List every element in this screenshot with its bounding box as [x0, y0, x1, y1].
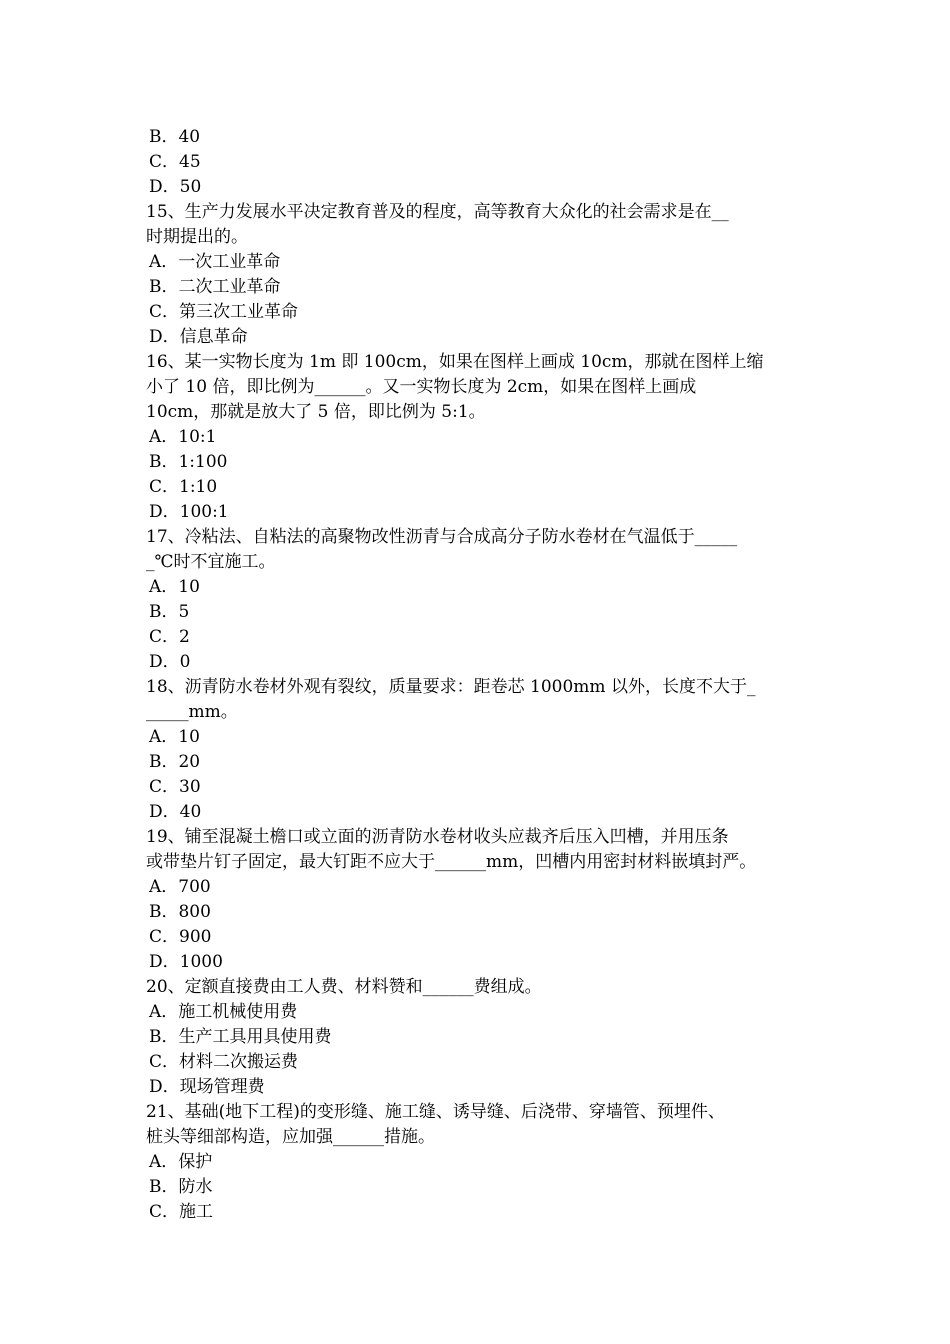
question-text: 19、铺至混凝土檐口或立面的沥青防水卷材收头应裁齐后压入凹槽，并用压条 — [146, 827, 729, 847]
question-text: 15、生产力发展水平决定教育普及的程度，高等教育大众化的社会需求是在__ — [146, 202, 729, 222]
answer-option: C．施工 — [149, 1202, 214, 1222]
answer-option: A．700 — [149, 877, 211, 897]
question-text: 或带垫片钉子固定，最大钉距不应大于______mm，凹槽内用密封材料嵌填封严。 — [146, 852, 757, 872]
answer-option: B．生产工具用具使用费 — [149, 1027, 332, 1047]
answer-option: D．信息革命 — [149, 327, 248, 347]
answer-option: B．防水 — [149, 1177, 213, 1197]
answer-option: C．1:10 — [149, 477, 218, 497]
answer-option: C．45 — [149, 152, 201, 172]
question-text: 21、基础(地下工程)的变形缝、施工缝、诱导缝、后浇带、穿墙管、预埋件、 — [146, 1102, 725, 1122]
document-body — [146, 125, 818, 1225]
question-text: 18、沥青防水卷材外观有裂纹，质量要求：距卷芯 1000mm 以外，长度不大于_ — [146, 677, 756, 697]
answer-option: C．材料二次搬运费 — [149, 1052, 299, 1072]
question-text: 时期提出的。 — [146, 227, 248, 247]
answer-option: A．保护 — [149, 1152, 213, 1172]
answer-option: D．50 — [149, 177, 202, 197]
answer-option: D．40 — [149, 802, 202, 822]
answer-option: A．10 — [149, 727, 200, 747]
answer-option: B．800 — [149, 902, 211, 922]
answer-option: B．20 — [149, 752, 201, 772]
answer-option: C．2 — [149, 627, 190, 647]
answer-option: D．1000 — [149, 952, 223, 972]
question-text: 小了 10 倍，即比例为______。又一实物长度为 2cm，如果在图样上画成 — [146, 377, 697, 397]
answer-option: D．100:1 — [149, 502, 229, 522]
answer-option: A．一次工业革命 — [149, 252, 281, 272]
answer-option: A．10 — [149, 577, 200, 597]
question-text: 20、定额直接费由工人费、材料赞和______费组成。 — [146, 977, 542, 997]
question-text: _℃时不宜施工。 — [146, 552, 276, 572]
question-text: 16、某一实物长度为 1m 即 100cm，如果在图样上画成 10cm，那就在图样上缩 — [146, 352, 764, 372]
question-text: 桩头等细部构造，应加强______措施。 — [146, 1127, 435, 1147]
question-text: _____mm。 — [146, 702, 238, 722]
answer-option: D．0 — [149, 652, 191, 672]
answer-option: A．施工机械使用费 — [149, 1002, 298, 1022]
answer-option: D．现场管理费 — [149, 1077, 265, 1097]
answer-option: B．1:100 — [149, 452, 228, 472]
answer-option: B．二次工业革命 — [149, 277, 281, 297]
answer-option: B．5 — [149, 602, 190, 622]
question-text: 17、冷粘法、自粘法的高聚物改性沥青与合成高分子防水卷材在气温低于_____ — [146, 527, 738, 547]
answer-option: C．900 — [149, 927, 212, 947]
answer-option: B．40 — [149, 127, 201, 147]
answer-option: C．第三次工业革命 — [149, 302, 299, 322]
answer-option: A．10:1 — [149, 427, 217, 447]
answer-option: C．30 — [149, 777, 201, 797]
question-text: 10cm，那就是放大了 5 倍，即比例为 5:1。 — [146, 402, 486, 422]
